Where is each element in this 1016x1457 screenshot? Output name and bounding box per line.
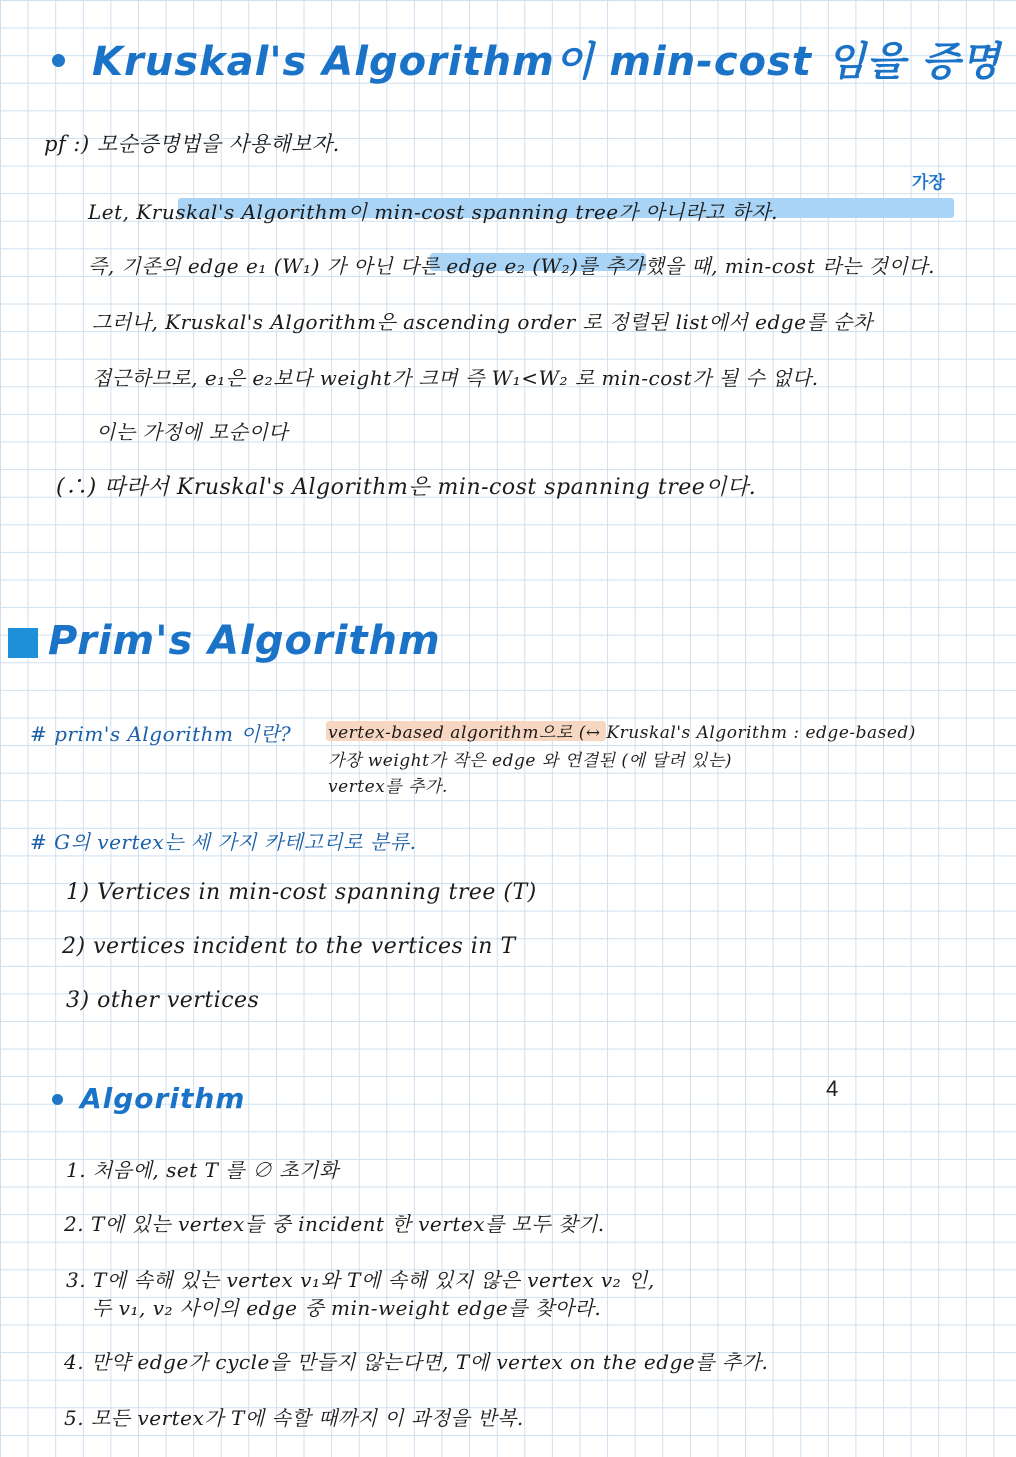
algorithm-step-1: 1. 처음에, set T 를 ∅ 초기화 xyxy=(66,1158,339,1182)
prim-definition-line-3: vertex를 추가. xyxy=(328,777,448,797)
vertex-category-1: 1) Vertices in min-cost spanning tree (T) xyxy=(66,880,537,905)
vertex-category-label: # G의 vertex는 세 가지 카테고리로 분류. xyxy=(30,830,417,854)
section-title-kruskal-proof: Kruskal's Algorithm이 min-cost 임을 증명 xyxy=(92,39,1001,85)
vertex-category-2: 2) vertices incident to the vertices in T xyxy=(62,934,516,959)
algorithm-step-2: 2. T에 있는 vertex들 중 incident 한 vertex를 모두 찾기. xyxy=(64,1212,605,1236)
section-marker xyxy=(8,628,38,658)
prim-definition-line-2: 가장 weight가 작은 edge 와 연결된 (에 달려 있는) xyxy=(328,751,732,771)
vertex-category-3: 3) other vertices xyxy=(66,988,260,1013)
algorithm-step-3-cont: 두 v₁, v₂ 사이의 edge 중 min-weight edge를 찾아라. xyxy=(92,1296,602,1320)
section-title-algorithm: Algorithm xyxy=(80,1082,246,1115)
page-number: 4 xyxy=(826,1076,839,1101)
algorithm-step-5: 5. 모든 vertex가 T에 속할 때까지 이 과정을 반복. xyxy=(64,1406,524,1430)
algorithm-step-4: 4. 만약 edge가 cycle을 만들지 않는다면, T에 vertex on the edge를 추가. xyxy=(64,1350,769,1374)
proof-conclusion: (∴) 따라서 Kruskal's Algorithm은 min-cost spanning tree이다. xyxy=(56,475,757,500)
proof-line-5: 이는 가정에 모순이다 xyxy=(96,420,289,444)
algorithm-step-3: 3. T에 속해 있는 vertex v₁와 T에 속해 있지 않은 vertex v₂ 인, xyxy=(66,1268,655,1292)
bullet-dot xyxy=(52,1094,63,1105)
proof-line-2: 즉, 기존의 edge e₁ (W₁) 가 아닌 다른 edge e₂ (W₂)를 추가했을 때, min-cost 라는 것이다. xyxy=(88,254,935,278)
prim-definition-line-1: vertex-based algorithm으로 (↔ Kruskal's Algorithm : edge-based) xyxy=(328,723,916,743)
margin-note: 가장 xyxy=(912,173,945,193)
proof-line-1: Let, Kruskal's Algorithm이 min-cost spanning tree가 아니라고 하자. xyxy=(88,200,778,224)
proof-intro: pf :) 모순증명법을 사용해보자. xyxy=(44,132,340,156)
bullet-dot xyxy=(52,54,65,67)
proof-line-4: 접근하므로, e₁은 e₂보다 weight가 크며 즉 W₁<W₂ 로 min-cost가 될 수 없다. xyxy=(92,366,819,390)
section-title-prim: Prim's Algorithm xyxy=(48,618,441,664)
proof-line-3: 그러나, Kruskal's Algorithm은 ascending order 로 정렬된 list에서 edge를 순차 xyxy=(92,310,873,334)
prim-definition-label: # prim's Algorithm 이란? xyxy=(30,722,292,746)
